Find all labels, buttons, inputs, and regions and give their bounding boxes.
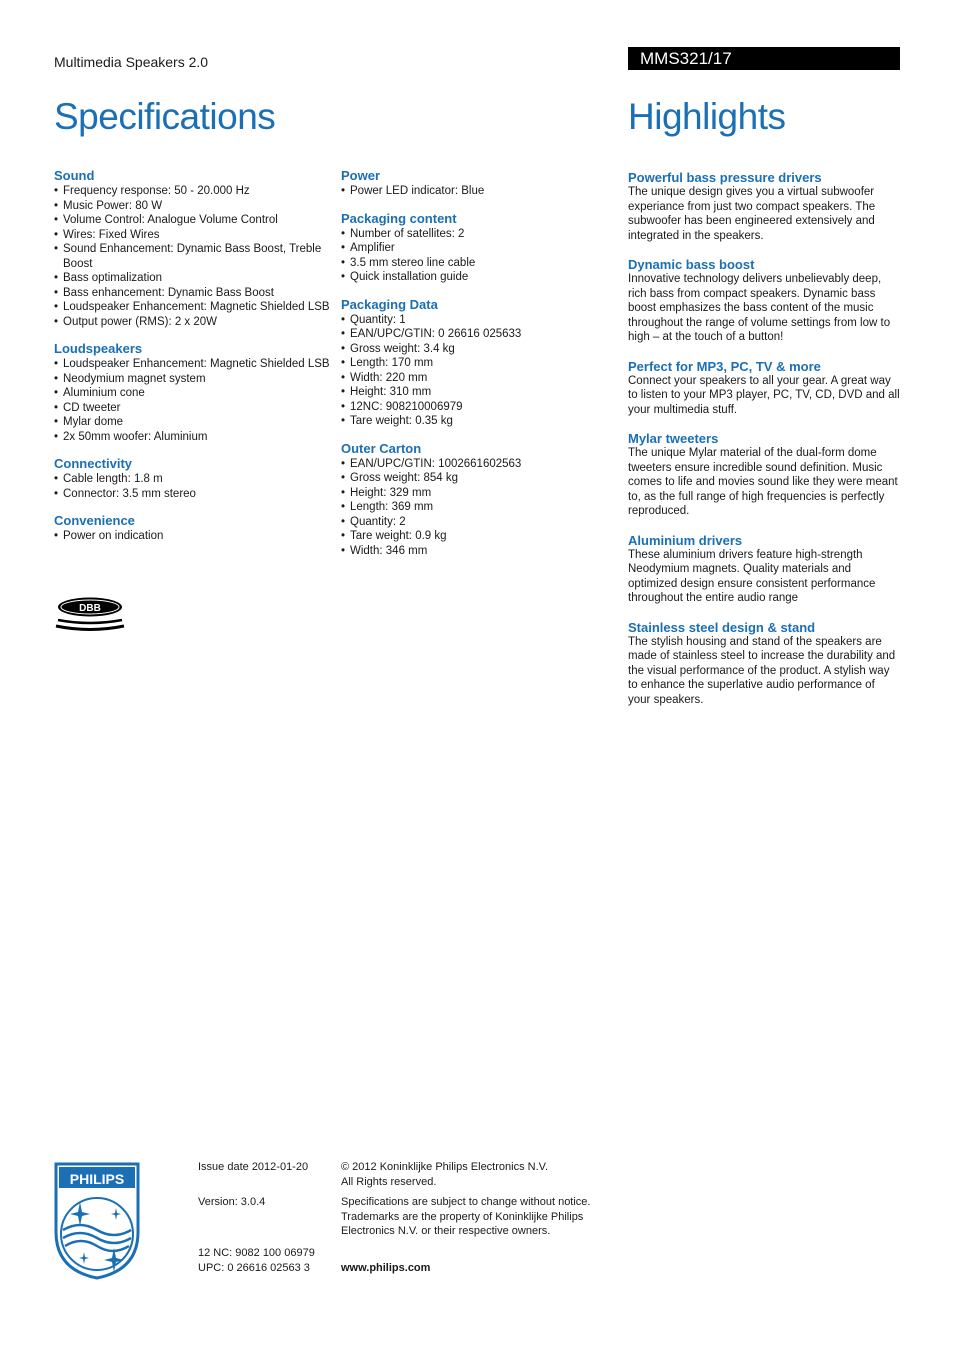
power-list <box>341 184 611 199</box>
notice-line-3: Electronics N.V. or their respective owners. <box>341 1225 551 1237</box>
spec-item: • Bass enhancement: Dynamic Bass Boost <box>54 286 334 301</box>
nc-code: 12 NC: 9082 100 06979 <box>198 1247 315 1259</box>
spec-item: • Power on indication <box>54 529 334 544</box>
convenience-heading: Convenience <box>54 513 135 528</box>
packaging-data-heading: Packaging Data <box>341 296 438 312</box>
spec-item: • 3.5 mm stereo line cable <box>341 256 611 271</box>
issue-date: Issue date 2012-01-20 <box>198 1161 309 1173</box>
highlight-text: The stylish housing and stand of the speakers are made of stainless steel to increase the durability and the visual performance of the product. A stylish way to enhance the superlative audio performance of your speakers. <box>628 635 896 706</box>
sound-list <box>54 184 334 329</box>
spec-item: • Number of satellites: 2 <box>341 227 611 242</box>
highlight-title: Aluminium drivers <box>628 532 743 548</box>
spec-item: • CD tweeter <box>54 401 334 416</box>
philips-brand-text: PHILIPS <box>69 1171 125 1187</box>
spec-item: • Quantity: 2 <box>341 515 611 530</box>
highlight-title: Perfect for MP3, PC, TV & more <box>628 358 821 374</box>
spec-item: • Quick installation guide <box>341 270 611 285</box>
spec-item: • Quantity: 1 <box>341 313 611 328</box>
spec-item: • Bass optimalization <box>54 271 334 286</box>
spec-item: • 2x 50mm woofer: Aluminium <box>54 430 334 445</box>
specifications-title: Specifications <box>54 96 276 137</box>
highlight-title: Stainless steel design & stand <box>628 619 816 635</box>
spec-item: • Height: 329 mm <box>341 486 611 501</box>
spec-item: • Music Power: 80 W <box>54 199 334 214</box>
model-number-bar <box>628 47 900 70</box>
highlight-title: Dynamic bass boost <box>628 257 755 272</box>
spec-item: • Wires: Fixed Wires <box>54 228 334 243</box>
highlight-text: The unique design gives you a virtual subwoofer experiance from just two compact speakers. The subwoofer has been engineered extensively and integrated in the speakers. <box>628 186 876 242</box>
highlights-title: Highlights <box>628 96 786 137</box>
upc-code: UPC: 0 26616 02563 3 <box>198 1261 310 1274</box>
spec-item: • Sound Enhancement: Dynamic Bass Boost, Treble Boost <box>54 242 334 271</box>
spec-item: • Power LED indicator: Blue <box>341 184 611 199</box>
loudspeakers-heading: Loudspeakers <box>54 341 143 356</box>
convenience-list <box>54 529 334 544</box>
highlight-text: Connect your speakers to all your gear. A great way to listen to your MP3 player, PC, TV, CD, DVD and all your multimedia stuff. <box>628 374 900 416</box>
sound-heading: Sound <box>54 168 95 183</box>
dbb-logo-text: DBB <box>79 603 101 614</box>
spec-item: • Tare weight: 0.9 kg <box>341 529 611 544</box>
philips-shield-logo-icon <box>54 1162 140 1280</box>
footer-version-info <box>198 1195 265 1210</box>
power-heading: Power <box>341 168 381 183</box>
spec-column-2 <box>341 168 611 558</box>
footer-notice <box>341 1195 590 1239</box>
product-line: Multimedia Speakers 2.0 <box>54 54 209 70</box>
copyright-line-1: © 2012 Koninklijke Philips Electronics N.V. <box>341 1161 549 1173</box>
spec-item: • Output power (RMS): 2 x 20W <box>54 315 334 330</box>
dbb-logo-icon <box>54 596 126 632</box>
outer-carton-heading: Outer Carton <box>341 440 422 456</box>
spec-item: • EAN/UPC/GTIN: 1002661602563 <box>341 457 611 472</box>
outer-carton-list <box>341 457 611 559</box>
spec-item: • Mylar dome <box>54 415 334 430</box>
spec-item: • Cable length: 1.8 m <box>54 472 334 487</box>
packaging-content-list <box>341 227 611 285</box>
spec-item: • Neodymium magnet system <box>54 372 334 387</box>
loudspeakers-list <box>54 357 334 444</box>
spec-item: • Frequency response: 50 - 20.000 Hz <box>54 184 334 199</box>
packaging-content-heading: Packaging content <box>341 210 457 226</box>
spec-item: • EAN/UPC/GTIN: 0 26616 025633 <box>341 327 611 342</box>
notice-line-2: Trademarks are the property of Koninklijke Philips <box>341 1210 584 1223</box>
model-number: MMS321/17 <box>640 49 732 68</box>
spec-item: • Width: 220 mm <box>341 371 611 386</box>
spec-item: • Volume Control: Analogue Volume Control <box>54 213 334 228</box>
highlight-text: These aluminium drivers feature high-strength Neodymium magnets. Quality materials and optimized design ensure consistent performance throughout the entire audio range <box>628 548 876 604</box>
copyright-line-2: All Rights reserved. <box>341 1175 437 1188</box>
spec-item: • Length: 170 mm <box>341 356 611 371</box>
connectivity-list <box>54 472 334 501</box>
spec-item: • Width: 346 mm <box>341 544 611 559</box>
spec-item: • Tare weight: 0.35 kg <box>341 414 611 429</box>
footer-codes <box>198 1246 315 1275</box>
website-link[interactable]: www.philips.com <box>341 1262 431 1274</box>
spec-item: • 12NC: 908210006979 <box>341 400 611 415</box>
spec-item: • Aluminium cone <box>54 386 334 401</box>
notice-line-1: Specifications are subject to change without notice. <box>341 1196 591 1208</box>
version: Version: 3.0.4 <box>198 1196 266 1208</box>
spec-item: • Gross weight: 854 kg <box>341 471 611 486</box>
highlight-text: The unique Mylar material of the dual-form dome tweeters ensure incredible sound definition. Music comes to life and movies sound like they were meant to, as the full range of high frequencies is perfectly reproduced. <box>628 447 898 517</box>
footer-website <box>341 1261 430 1276</box>
spec-item: • Connector: 3.5 mm stereo <box>54 487 334 502</box>
footer-copyright <box>341 1160 548 1189</box>
spec-item: • Loudspeaker Enhancement: Magnetic Shielded LSB <box>54 357 334 372</box>
spec-item: • Height: 310 mm <box>341 385 611 400</box>
highlight-title: Powerful bass pressure drivers <box>628 170 822 185</box>
highlights-column <box>628 168 900 707</box>
spec-column-1 <box>54 168 334 544</box>
spec-item: • Length: 369 mm <box>341 500 611 515</box>
highlight-text: Innovative technology delivers unbelievably deep, rich bass from compact speakers. Dynamic bass boost emphasizes the bass content of the music throughout the range of volume settings from low to high – at the touch of a button! <box>628 273 891 343</box>
highlight-title: Mylar tweeters <box>628 431 719 446</box>
connectivity-heading: Connectivity <box>54 456 133 471</box>
footer-issue-info <box>198 1160 308 1175</box>
spec-item: • Gross weight: 3.4 kg <box>341 342 611 357</box>
packaging-data-list <box>341 313 611 429</box>
spec-item: • Amplifier <box>341 241 611 256</box>
spec-item: • Loudspeaker Enhancement: Magnetic Shielded LSB <box>54 300 334 315</box>
